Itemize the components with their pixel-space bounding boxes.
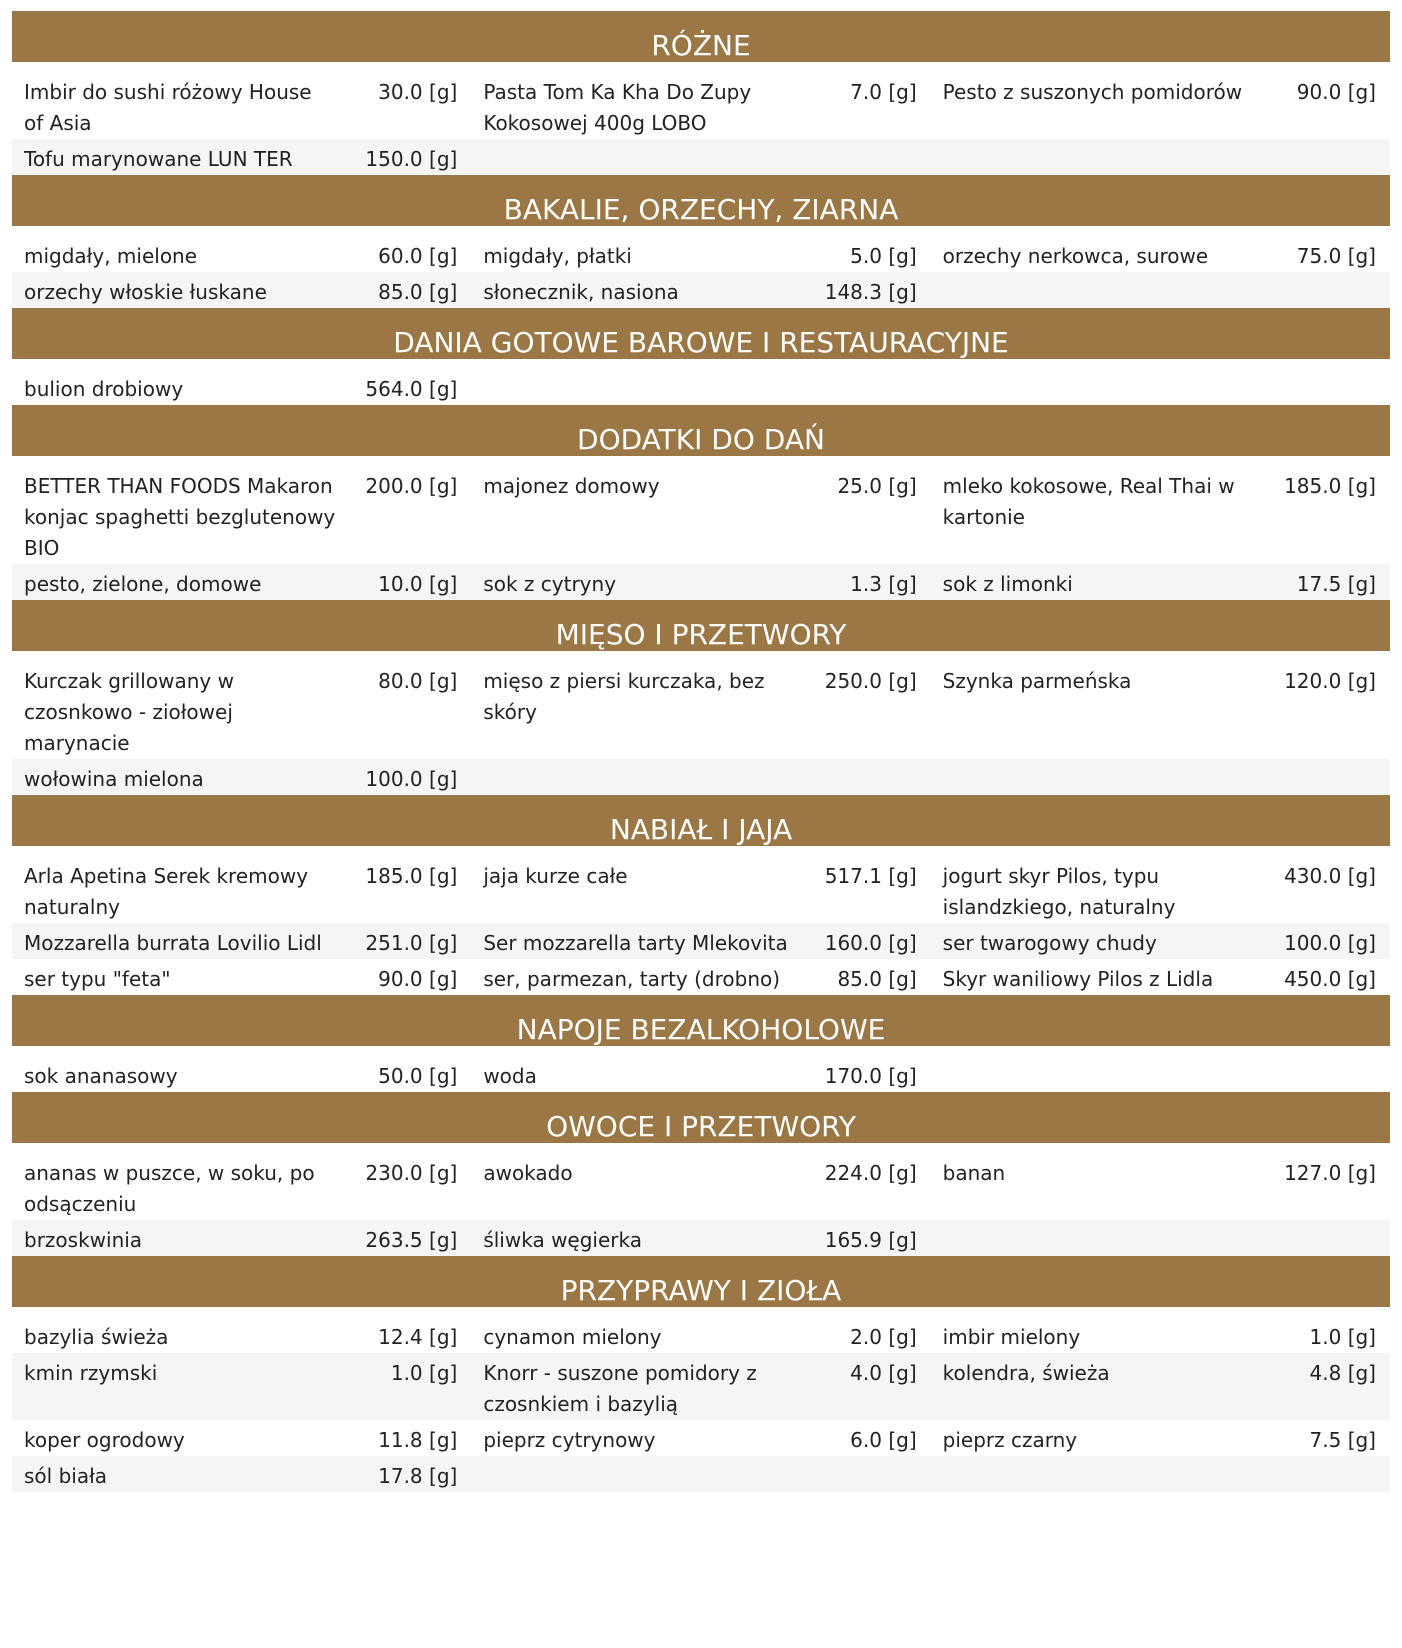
item-table bbox=[12, 359, 1390, 405]
section-header: RÓŻNE bbox=[12, 11, 1390, 62]
item-quantity-value: 85.0 bbox=[837, 967, 882, 991]
item-quantity bbox=[1255, 62, 1390, 139]
empty-cell bbox=[471, 359, 795, 405]
item-name: brzoskwinia bbox=[12, 1220, 336, 1256]
item-unit: [g] bbox=[1347, 669, 1376, 693]
item-quantity bbox=[336, 1143, 471, 1220]
section-header: DODATKI DO DAŃ bbox=[12, 405, 1390, 456]
item-name: jogurt skyr Pilos, typu islandzkiego, naturalny bbox=[931, 846, 1255, 923]
item-row bbox=[12, 1420, 1390, 1456]
item-quantity-value: 170.0 bbox=[824, 1064, 882, 1088]
item-unit: [g] bbox=[429, 1464, 458, 1488]
item-quantity-value: 100.0 bbox=[1284, 931, 1342, 955]
item-quantity bbox=[336, 651, 471, 759]
item-unit: [g] bbox=[429, 767, 458, 791]
item-name: bulion drobiowy bbox=[12, 359, 336, 405]
item-quantity bbox=[1255, 564, 1390, 600]
item-quantity bbox=[336, 139, 471, 175]
item-quantity-value: 200.0 bbox=[365, 474, 423, 498]
item-table bbox=[12, 456, 1390, 600]
item-name: koper ogrodowy bbox=[12, 1420, 336, 1456]
item-quantity bbox=[796, 456, 931, 564]
item-name: kolendra, świeża bbox=[931, 1353, 1255, 1420]
item-name: awokado bbox=[471, 1143, 795, 1220]
item-table bbox=[12, 1046, 1390, 1092]
section-header: OWOCE I PRZETWORY bbox=[12, 1092, 1390, 1143]
item-quantity-value: 127.0 bbox=[1284, 1161, 1342, 1185]
empty-cell bbox=[1255, 1220, 1390, 1256]
item-quantity bbox=[336, 923, 471, 959]
item-unit: [g] bbox=[1347, 474, 1376, 498]
empty-cell bbox=[931, 1220, 1255, 1256]
item-unit: [g] bbox=[1347, 864, 1376, 888]
item-quantity bbox=[336, 272, 471, 308]
item-name: pieprz cytrynowy bbox=[471, 1420, 795, 1456]
item-unit: [g] bbox=[429, 1228, 458, 1252]
item-unit: [g] bbox=[429, 80, 458, 104]
empty-cell bbox=[471, 759, 795, 795]
item-name: majonez domowy bbox=[471, 456, 795, 564]
item-unit: [g] bbox=[1347, 1361, 1376, 1385]
item-quantity-value: 160.0 bbox=[824, 931, 882, 955]
item-name: ser typu "feta" bbox=[12, 959, 336, 995]
item-unit: [g] bbox=[888, 1064, 917, 1088]
item-unit: [g] bbox=[429, 280, 458, 304]
item-quantity bbox=[1255, 1353, 1390, 1420]
item-name: sok ananasowy bbox=[12, 1046, 336, 1092]
item-quantity bbox=[336, 456, 471, 564]
item-quantity-value: 7.0 bbox=[850, 80, 882, 104]
section-header: NABIAŁ I JAJA bbox=[12, 795, 1390, 846]
item-quantity-value: 85.0 bbox=[378, 280, 423, 304]
empty-cell bbox=[931, 359, 1255, 405]
item-quantity-value: 90.0 bbox=[1296, 80, 1342, 104]
item-unit: [g] bbox=[1347, 572, 1376, 596]
item-name: woda bbox=[471, 1046, 795, 1092]
item-unit: [g] bbox=[429, 864, 458, 888]
empty-cell bbox=[931, 272, 1255, 308]
item-name: imbir mielony bbox=[931, 1307, 1255, 1353]
item-row bbox=[12, 1220, 1390, 1256]
item-name: Szynka parmeńska bbox=[931, 651, 1255, 759]
item-name: orzechy włoskie łuskane bbox=[12, 272, 336, 308]
item-quantity-value: 251.0 bbox=[365, 931, 423, 955]
item-quantity-value: 100.0 bbox=[365, 767, 423, 791]
item-unit: [g] bbox=[1347, 244, 1376, 268]
item-quantity-value: 50.0 bbox=[378, 1064, 423, 1088]
item-quantity-value: 17.8 bbox=[378, 1464, 423, 1488]
item-row bbox=[12, 651, 1390, 759]
empty-cell bbox=[796, 1456, 931, 1492]
item-quantity-value: 6.0 bbox=[850, 1428, 882, 1452]
item-quantity-value: 1.3 bbox=[850, 572, 882, 596]
item-quantity-value: 17.5 bbox=[1296, 572, 1342, 596]
item-table bbox=[12, 1307, 1390, 1492]
item-name: Pesto z suszonych pomidorów bbox=[931, 62, 1255, 139]
item-row bbox=[12, 959, 1390, 995]
item-name: Ser mozzarella tarty Mlekovita bbox=[471, 923, 795, 959]
item-quantity bbox=[336, 846, 471, 923]
item-name: banan bbox=[931, 1143, 1255, 1220]
item-quantity-value: 564.0 bbox=[365, 377, 423, 401]
item-row bbox=[12, 759, 1390, 795]
item-unit: [g] bbox=[888, 244, 917, 268]
item-unit: [g] bbox=[888, 1428, 917, 1452]
item-unit: [g] bbox=[429, 1361, 458, 1385]
item-quantity-value: 150.0 bbox=[365, 147, 423, 171]
empty-cell bbox=[1255, 1456, 1390, 1492]
item-name: słonecznik, nasiona bbox=[471, 272, 795, 308]
item-quantity-value: 75.0 bbox=[1296, 244, 1342, 268]
section-header: BAKALIE, ORZECHY, ZIARNA bbox=[12, 175, 1390, 226]
item-quantity bbox=[796, 959, 931, 995]
item-name: BETTER THAN FOODS Makaron konjac spaghetti bezglutenowy BIO bbox=[12, 456, 336, 564]
item-quantity bbox=[336, 1307, 471, 1353]
item-name: ser, parmezan, tarty (drobno) bbox=[471, 959, 795, 995]
item-quantity bbox=[796, 1307, 931, 1353]
item-name: migdały, płatki bbox=[471, 226, 795, 272]
item-quantity-value: 185.0 bbox=[1284, 474, 1342, 498]
item-quantity bbox=[1255, 959, 1390, 995]
item-name: cynamon mielony bbox=[471, 1307, 795, 1353]
item-row bbox=[12, 564, 1390, 600]
item-name: bazylia świeża bbox=[12, 1307, 336, 1353]
item-quantity bbox=[336, 359, 471, 405]
item-quantity bbox=[796, 564, 931, 600]
item-quantity bbox=[336, 759, 471, 795]
item-unit: [g] bbox=[429, 377, 458, 401]
item-unit: [g] bbox=[1347, 1161, 1376, 1185]
item-quantity bbox=[1255, 456, 1390, 564]
item-name: ser twarogowy chudy bbox=[931, 923, 1255, 959]
item-row bbox=[12, 456, 1390, 564]
item-quantity-value: 120.0 bbox=[1284, 669, 1342, 693]
item-quantity bbox=[796, 1420, 931, 1456]
item-quantity-value: 25.0 bbox=[837, 474, 882, 498]
item-quantity-value: 165.9 bbox=[824, 1228, 882, 1252]
item-unit: [g] bbox=[888, 280, 917, 304]
item-quantity bbox=[1255, 1307, 1390, 1353]
item-quantity bbox=[1255, 651, 1390, 759]
section-header: MIĘSO I PRZETWORY bbox=[12, 600, 1390, 651]
item-unit: [g] bbox=[888, 1228, 917, 1252]
item-quantity-value: 1.0 bbox=[1309, 1325, 1342, 1349]
item-quantity bbox=[796, 1046, 931, 1092]
item-quantity bbox=[336, 564, 471, 600]
item-unit: [g] bbox=[888, 931, 917, 955]
item-quantity bbox=[336, 1353, 471, 1420]
item-unit: [g] bbox=[429, 1064, 458, 1088]
item-name: sok z limonki bbox=[931, 564, 1255, 600]
item-quantity-value: 7.5 bbox=[1309, 1428, 1342, 1452]
item-row bbox=[12, 1456, 1390, 1492]
item-quantity-value: 10.0 bbox=[378, 572, 423, 596]
empty-cell bbox=[796, 759, 931, 795]
item-quantity bbox=[1255, 846, 1390, 923]
item-unit: [g] bbox=[429, 474, 458, 498]
item-quantity bbox=[796, 1353, 931, 1420]
item-unit: [g] bbox=[888, 80, 917, 104]
item-unit: [g] bbox=[888, 1161, 917, 1185]
section-header: NAPOJE BEZALKOHOLOWE bbox=[12, 995, 1390, 1046]
item-quantity-value: 5.0 bbox=[850, 244, 882, 268]
item-name: mleko kokosowe, Real Thai w kartonie bbox=[931, 456, 1255, 564]
item-quantity bbox=[796, 272, 931, 308]
item-quantity-value: 450.0 bbox=[1284, 967, 1342, 991]
item-quantity bbox=[336, 226, 471, 272]
item-row bbox=[12, 139, 1390, 175]
item-name: Skyr waniliowy Pilos z Lidla bbox=[931, 959, 1255, 995]
item-quantity-value: 4.0 bbox=[850, 1361, 882, 1385]
item-name: Arla Apetina Serek kremowy naturalny bbox=[12, 846, 336, 923]
empty-cell bbox=[796, 139, 931, 175]
item-row bbox=[12, 226, 1390, 272]
item-quantity bbox=[796, 226, 931, 272]
item-table bbox=[12, 651, 1390, 795]
section-header: PRZYPRAWY I ZIOŁA bbox=[12, 1256, 1390, 1307]
item-unit: [g] bbox=[429, 1428, 458, 1452]
item-quantity bbox=[336, 959, 471, 995]
item-row bbox=[12, 1143, 1390, 1220]
item-quantity bbox=[796, 1220, 931, 1256]
item-quantity bbox=[1255, 923, 1390, 959]
item-unit: [g] bbox=[1347, 1428, 1376, 1452]
item-unit: [g] bbox=[888, 864, 917, 888]
item-unit: [g] bbox=[429, 244, 458, 268]
empty-cell bbox=[931, 1456, 1255, 1492]
empty-cell bbox=[931, 1046, 1255, 1092]
item-row bbox=[12, 1353, 1390, 1420]
item-unit: [g] bbox=[429, 572, 458, 596]
section-header: DANIA GOTOWE BAROWE I RESTAURACYJNE bbox=[12, 308, 1390, 359]
item-quantity bbox=[336, 1456, 471, 1492]
item-name: Kurczak grillowany w czosnkowo - ziołowej marynacie bbox=[12, 651, 336, 759]
item-quantity-value: 4.8 bbox=[1309, 1361, 1342, 1385]
item-quantity-value: 2.0 bbox=[850, 1325, 882, 1349]
item-quantity-value: 263.5 bbox=[365, 1228, 423, 1252]
empty-cell bbox=[1255, 139, 1390, 175]
item-row bbox=[12, 62, 1390, 139]
item-quantity-value: 60.0 bbox=[378, 244, 423, 268]
item-name: pieprz czarny bbox=[931, 1420, 1255, 1456]
item-unit: [g] bbox=[1347, 1325, 1376, 1349]
item-quantity-value: 224.0 bbox=[824, 1161, 882, 1185]
item-name: Pasta Tom Ka Kha Do Zupy Kokosowej 400g LOBO bbox=[471, 62, 795, 139]
empty-cell bbox=[1255, 1046, 1390, 1092]
item-unit: [g] bbox=[429, 967, 458, 991]
item-unit: [g] bbox=[429, 669, 458, 693]
item-quantity bbox=[796, 62, 931, 139]
item-name: sól biała bbox=[12, 1456, 336, 1492]
item-quantity-value: 11.8 bbox=[378, 1428, 423, 1452]
item-unit: [g] bbox=[429, 931, 458, 955]
item-quantity bbox=[796, 846, 931, 923]
item-quantity-value: 90.0 bbox=[378, 967, 423, 991]
item-name: mięso z piersi kurczaka, bez skóry bbox=[471, 651, 795, 759]
item-quantity-value: 230.0 bbox=[365, 1161, 423, 1185]
item-quantity bbox=[336, 1046, 471, 1092]
empty-cell bbox=[1255, 359, 1390, 405]
item-name: Imbir do sushi różowy House of Asia bbox=[12, 62, 336, 139]
item-unit: [g] bbox=[888, 474, 917, 498]
item-quantity bbox=[1255, 1143, 1390, 1220]
item-quantity bbox=[796, 1143, 931, 1220]
empty-cell bbox=[1255, 272, 1390, 308]
item-name: sok z cytryny bbox=[471, 564, 795, 600]
item-table bbox=[12, 1143, 1390, 1256]
item-quantity bbox=[1255, 226, 1390, 272]
item-unit: [g] bbox=[888, 967, 917, 991]
item-name: jaja kurze całe bbox=[471, 846, 795, 923]
item-quantity bbox=[336, 1420, 471, 1456]
item-row bbox=[12, 1046, 1390, 1092]
empty-cell bbox=[931, 139, 1255, 175]
item-unit: [g] bbox=[888, 572, 917, 596]
item-row bbox=[12, 1307, 1390, 1353]
item-unit: [g] bbox=[429, 1325, 458, 1349]
item-quantity-value: 30.0 bbox=[378, 80, 423, 104]
item-quantity bbox=[336, 1220, 471, 1256]
empty-cell bbox=[796, 359, 931, 405]
item-quantity-value: 12.4 bbox=[378, 1325, 423, 1349]
item-quantity-value: 185.0 bbox=[365, 864, 423, 888]
empty-cell bbox=[471, 139, 795, 175]
item-name: Tofu marynowane LUN TER bbox=[12, 139, 336, 175]
item-table bbox=[12, 846, 1390, 995]
item-unit: [g] bbox=[1347, 931, 1376, 955]
item-name: kmin rzymski bbox=[12, 1353, 336, 1420]
item-quantity-value: 430.0 bbox=[1284, 864, 1342, 888]
item-name: Mozzarella burrata Lovilio Lidl bbox=[12, 923, 336, 959]
item-row bbox=[12, 359, 1390, 405]
item-unit: [g] bbox=[888, 1325, 917, 1349]
item-row bbox=[12, 272, 1390, 308]
item-table bbox=[12, 226, 1390, 308]
item-name: migdały, mielone bbox=[12, 226, 336, 272]
item-quantity bbox=[1255, 1420, 1390, 1456]
item-quantity bbox=[336, 62, 471, 139]
item-unit: [g] bbox=[1347, 967, 1376, 991]
item-quantity-value: 1.0 bbox=[390, 1361, 423, 1385]
item-name: orzechy nerkowca, surowe bbox=[931, 226, 1255, 272]
item-row bbox=[12, 923, 1390, 959]
item-table bbox=[12, 62, 1390, 175]
item-quantity bbox=[796, 923, 931, 959]
item-quantity-value: 250.0 bbox=[824, 669, 882, 693]
item-unit: [g] bbox=[1347, 80, 1376, 104]
item-name: śliwka węgierka bbox=[471, 1220, 795, 1256]
item-name: Knorr - suszone pomidory z czosnkiem i bazylią bbox=[471, 1353, 795, 1420]
item-unit: [g] bbox=[429, 1161, 458, 1185]
item-unit: [g] bbox=[888, 1361, 917, 1385]
shopping-list bbox=[12, 11, 1390, 1492]
empty-cell bbox=[471, 1456, 795, 1492]
item-unit: [g] bbox=[888, 669, 917, 693]
item-name: pesto, zielone, domowe bbox=[12, 564, 336, 600]
item-quantity-value: 80.0 bbox=[378, 669, 423, 693]
empty-cell bbox=[931, 759, 1255, 795]
item-unit: [g] bbox=[429, 147, 458, 171]
item-quantity-value: 517.1 bbox=[824, 864, 882, 888]
item-row bbox=[12, 846, 1390, 923]
item-name: ananas w puszce, w soku, po odsączeniu bbox=[12, 1143, 336, 1220]
item-quantity bbox=[796, 651, 931, 759]
empty-cell bbox=[1255, 759, 1390, 795]
item-name: wołowina mielona bbox=[12, 759, 336, 795]
item-quantity-value: 148.3 bbox=[824, 280, 882, 304]
